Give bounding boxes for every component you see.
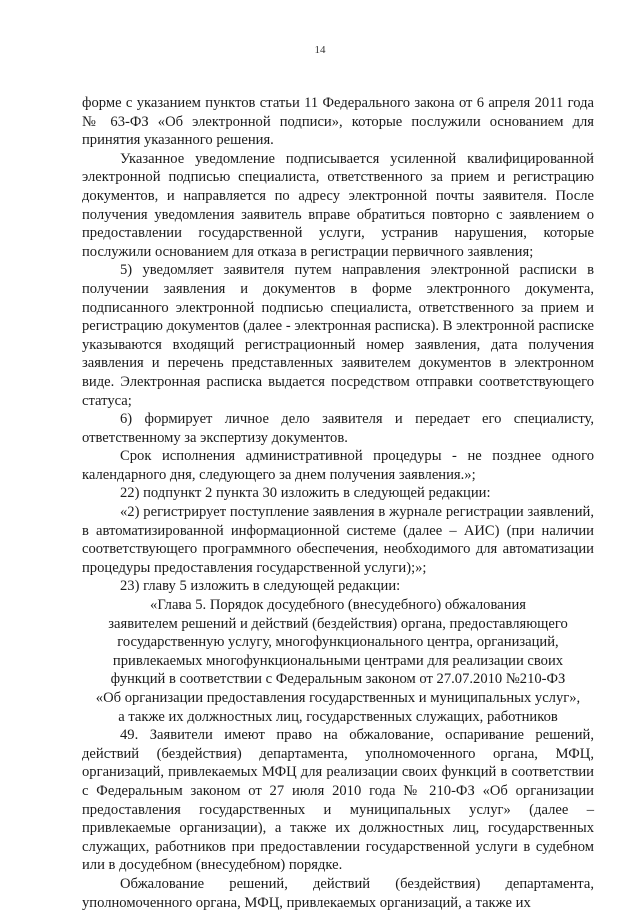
paragraph: Обжалование решений, действий (бездействия) департамента, уполномоченного органа, МФЦ, привлекаемых организаций, а также их <box>82 875 594 911</box>
paragraph: Срок исполнения административной процедуры - не позднее одного календарного дня, следующего за днем получения заявления.»; <box>82 448 594 483</box>
paragraph: Указанное уведомление подписывается усиленной квалифицированной электронной подписью специалиста, ответственного за прием и регистрацию документов, и направляется по адресу электронной почты заявителя. После получения уведомления заявитель вправе обратиться повторно с заявлением о предоставлении государственной услуги, устранив нарушения, которые послужили основанием для отказа в регистрации первичного заявления; <box>82 150 594 260</box>
paragraph: «2) регистрирует поступление заявления в журнале регистрации заявлений, в автоматизированной информационной системе (далее – АИС) (при наличии соответствующего программного обеспечения, необходимого для автоматизации процедуры предоставления государственной услуги);»; <box>82 504 594 576</box>
paragraph: 6) формирует личное дело заявителя и передает его специалисту, ответственному за экспертизу документов. <box>82 411 594 446</box>
page-number: 14 <box>314 44 326 56</box>
paragraph: 22) подпункт 2 пункта 30 изложить в следующей редакции: <box>120 485 491 502</box>
chapter-heading-line: государственную услугу, многофункционального центра, организаций, <box>117 634 559 651</box>
paragraph: форме с указанием пунктов статьи 11 Федерального закона от 6 апреля 2011 года № 63-ФЗ «Об электронной подписи», которые послужили основанием для принятия указанного решения. <box>82 95 594 149</box>
chapter-heading-line: привлекаемых многофункциональными центрами для реализации своих <box>112 652 564 669</box>
chapter-heading-line: «Глава 5. Порядок досудебного (внесудебного) обжалования <box>150 597 526 614</box>
chapter-heading-line: а также их должностных лиц, государственных служащих, работников <box>118 708 558 725</box>
paragraph: 49. Заявители имеют право на обжалование, оспаривание решений, действий (бездействия) департамента, уполномоченного органа, МФЦ, организаций, привлекаемых МФЦ для реализации своих функций в соответствии с Федеральным законом от 27 июля 2010 года № 210-ФЗ «Об организации предоставления государственных и муниципальных услуг» (далее – привлекаемые организации), а также их должностных лиц, государственных служащих, работников при предоставлении государственной услуги в судебном или в досудебном (внесудебном) порядке. <box>82 727 594 874</box>
chapter-heading <box>82 596 594 726</box>
chapter-heading-line: «Об организации предоставления государственных и муниципальных услуг», <box>95 690 581 706</box>
paragraph: 23) главу 5 изложить в следующей редакции: <box>120 578 401 595</box>
paragraph: 5) уведомляет заявителя путем направления электронной расписки в получении заявления и документов в форме электронного документа, подписанного электронной подписью специалиста, ответственного за прием и регистрацию документов (далее - электронная расписка). В электронной расписке указываются входящий регистрационный номер заявления, дата получения заявления и перечень представленных заявителем документов в электронном виде. Электронная расписка выдается посредством отправки соответствующего статуса; <box>82 262 594 409</box>
chapter-heading-line: заявителем решений и действий (бездействия) органа, предоставляющего <box>108 615 568 632</box>
chapter-heading-line: функций в соответствии с Федеральным законом от 27.07.2010 №210-ФЗ <box>110 671 566 688</box>
document-body <box>82 94 594 912</box>
